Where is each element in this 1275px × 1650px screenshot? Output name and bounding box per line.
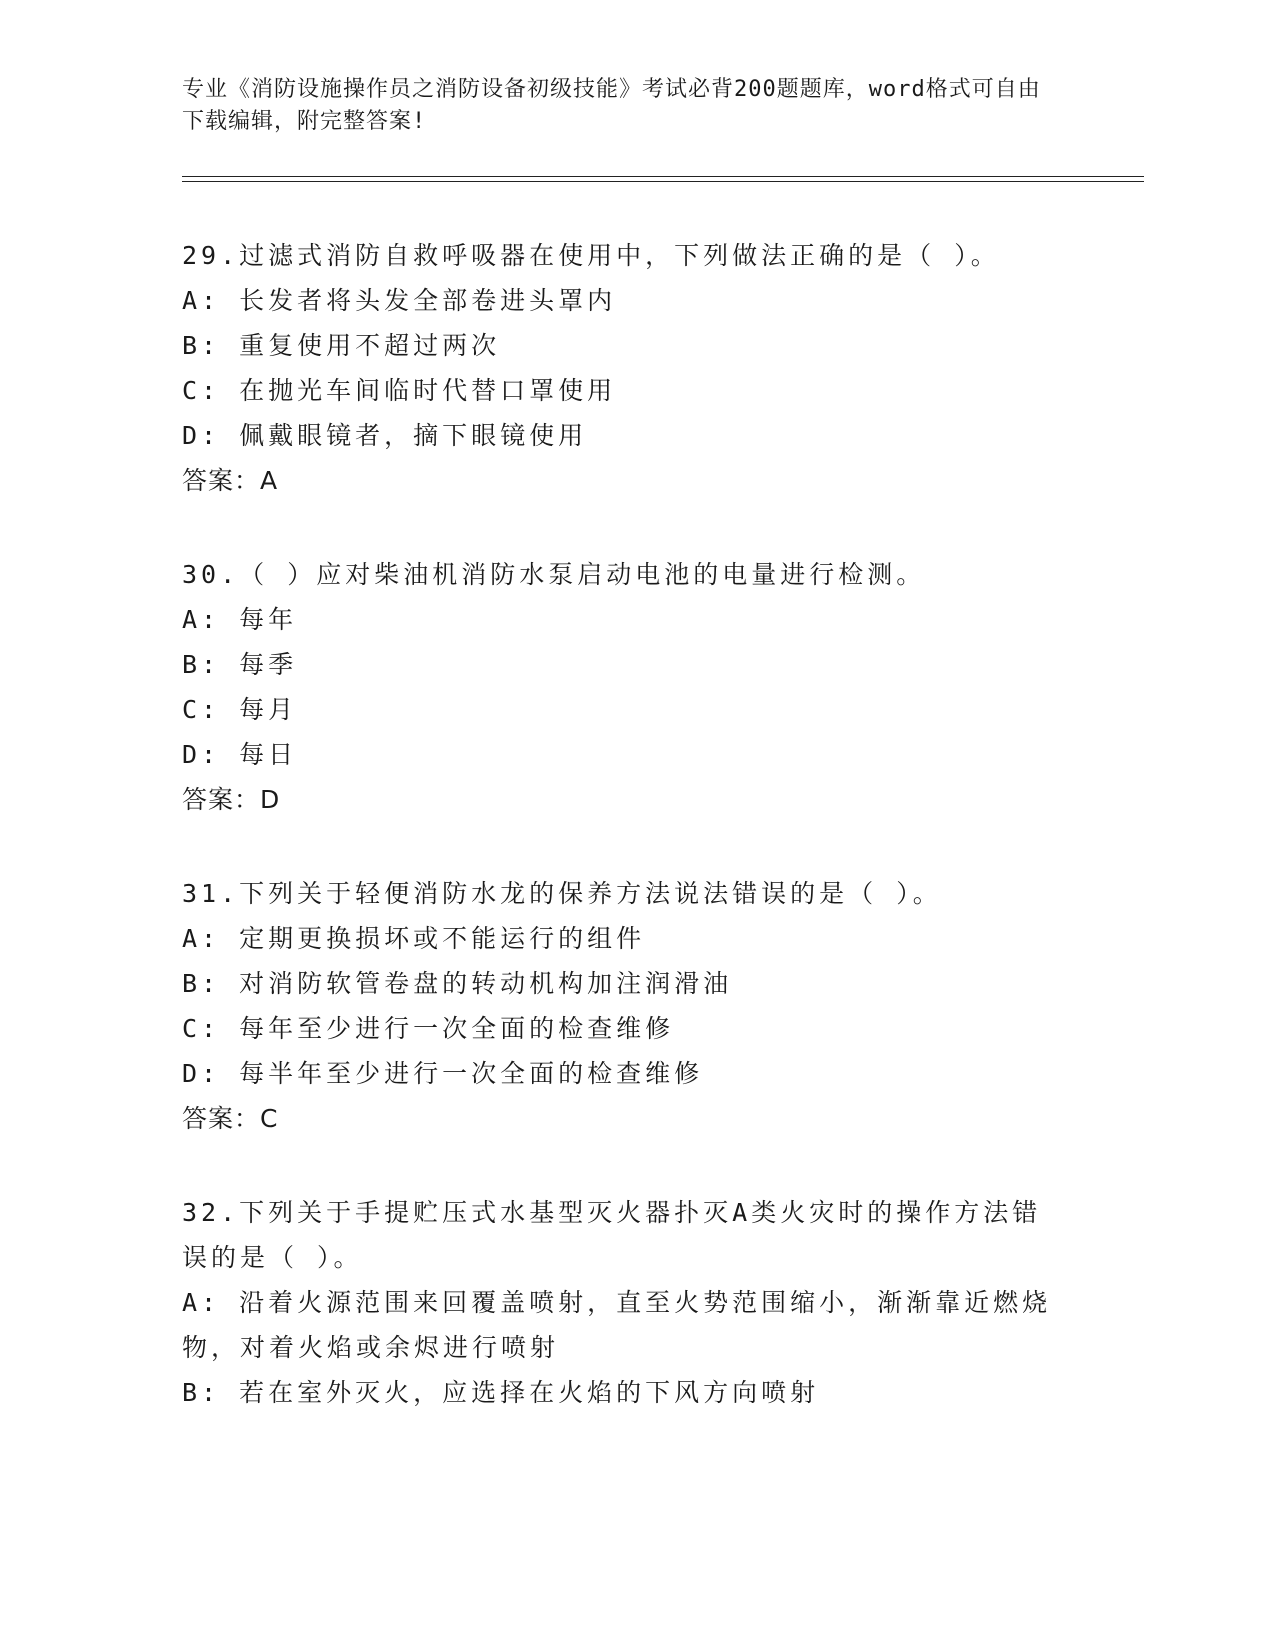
document-header: 专业《消防设施操作员之消防设备初级技能》考试必背200题题库，word格式可自由下载编辑，附完整答案!	[182, 77, 1041, 134]
option-a: A: 定期更换损坏或不能运行的组件	[182, 924, 646, 953]
question-29	[182, 233, 1062, 503]
question-stem: 32.下列关于手提贮压式水基型灭火器扑灭A类火灾时的操作方法错误的是（ ）。	[182, 1198, 1042, 1272]
question-30	[182, 552, 1062, 822]
option-b: B: 若在室外灭火，应选择在火焰的下风方向喷射	[182, 1378, 820, 1407]
option-b: B: 重复使用不超过两次	[182, 331, 501, 360]
question-stem: 30.（ ）应对柴油机消防水泵启动电池的电量进行检测。	[182, 560, 926, 589]
option-a: A: 沿着火源范围来回覆盖喷射，直至火势范围缩小，渐渐靠近燃烧物，对着火焰或余烬进行喷射	[182, 1288, 1052, 1362]
option-a: A: 每年	[182, 605, 298, 634]
answer-label: 答案：C	[182, 1104, 279, 1133]
option-d: D: 每日	[182, 740, 298, 769]
question-31	[182, 871, 1062, 1141]
option-b: B: 每季	[182, 650, 298, 679]
option-d: D: 佩戴眼镜者，摘下眼镜使用	[182, 421, 588, 450]
question-stem: 31.下列关于轻便消防水龙的保养方法说法错误的是（ ）。	[182, 879, 942, 908]
option-d: D: 每半年至少进行一次全面的检查维修	[182, 1059, 704, 1088]
option-c: C: 每月	[182, 695, 298, 724]
answer-label: 答案：D	[182, 785, 281, 814]
question-32	[182, 1190, 1062, 1415]
header-divider-bottom	[182, 181, 1144, 182]
option-c: C: 在抛光车间临时代替口罩使用	[182, 376, 617, 405]
option-a: A: 长发者将头发全部卷进头罩内	[182, 286, 617, 315]
header-divider-top	[182, 176, 1144, 177]
option-c: C: 每年至少进行一次全面的检查维修	[182, 1014, 675, 1043]
option-b: B: 对消防软管卷盘的转动机构加注润滑油	[182, 969, 733, 998]
question-stem: 29.过滤式消防自救呼吸器在使用中，下列做法正确的是（ ）。	[182, 241, 1000, 270]
answer-label: 答案：A	[182, 466, 279, 495]
